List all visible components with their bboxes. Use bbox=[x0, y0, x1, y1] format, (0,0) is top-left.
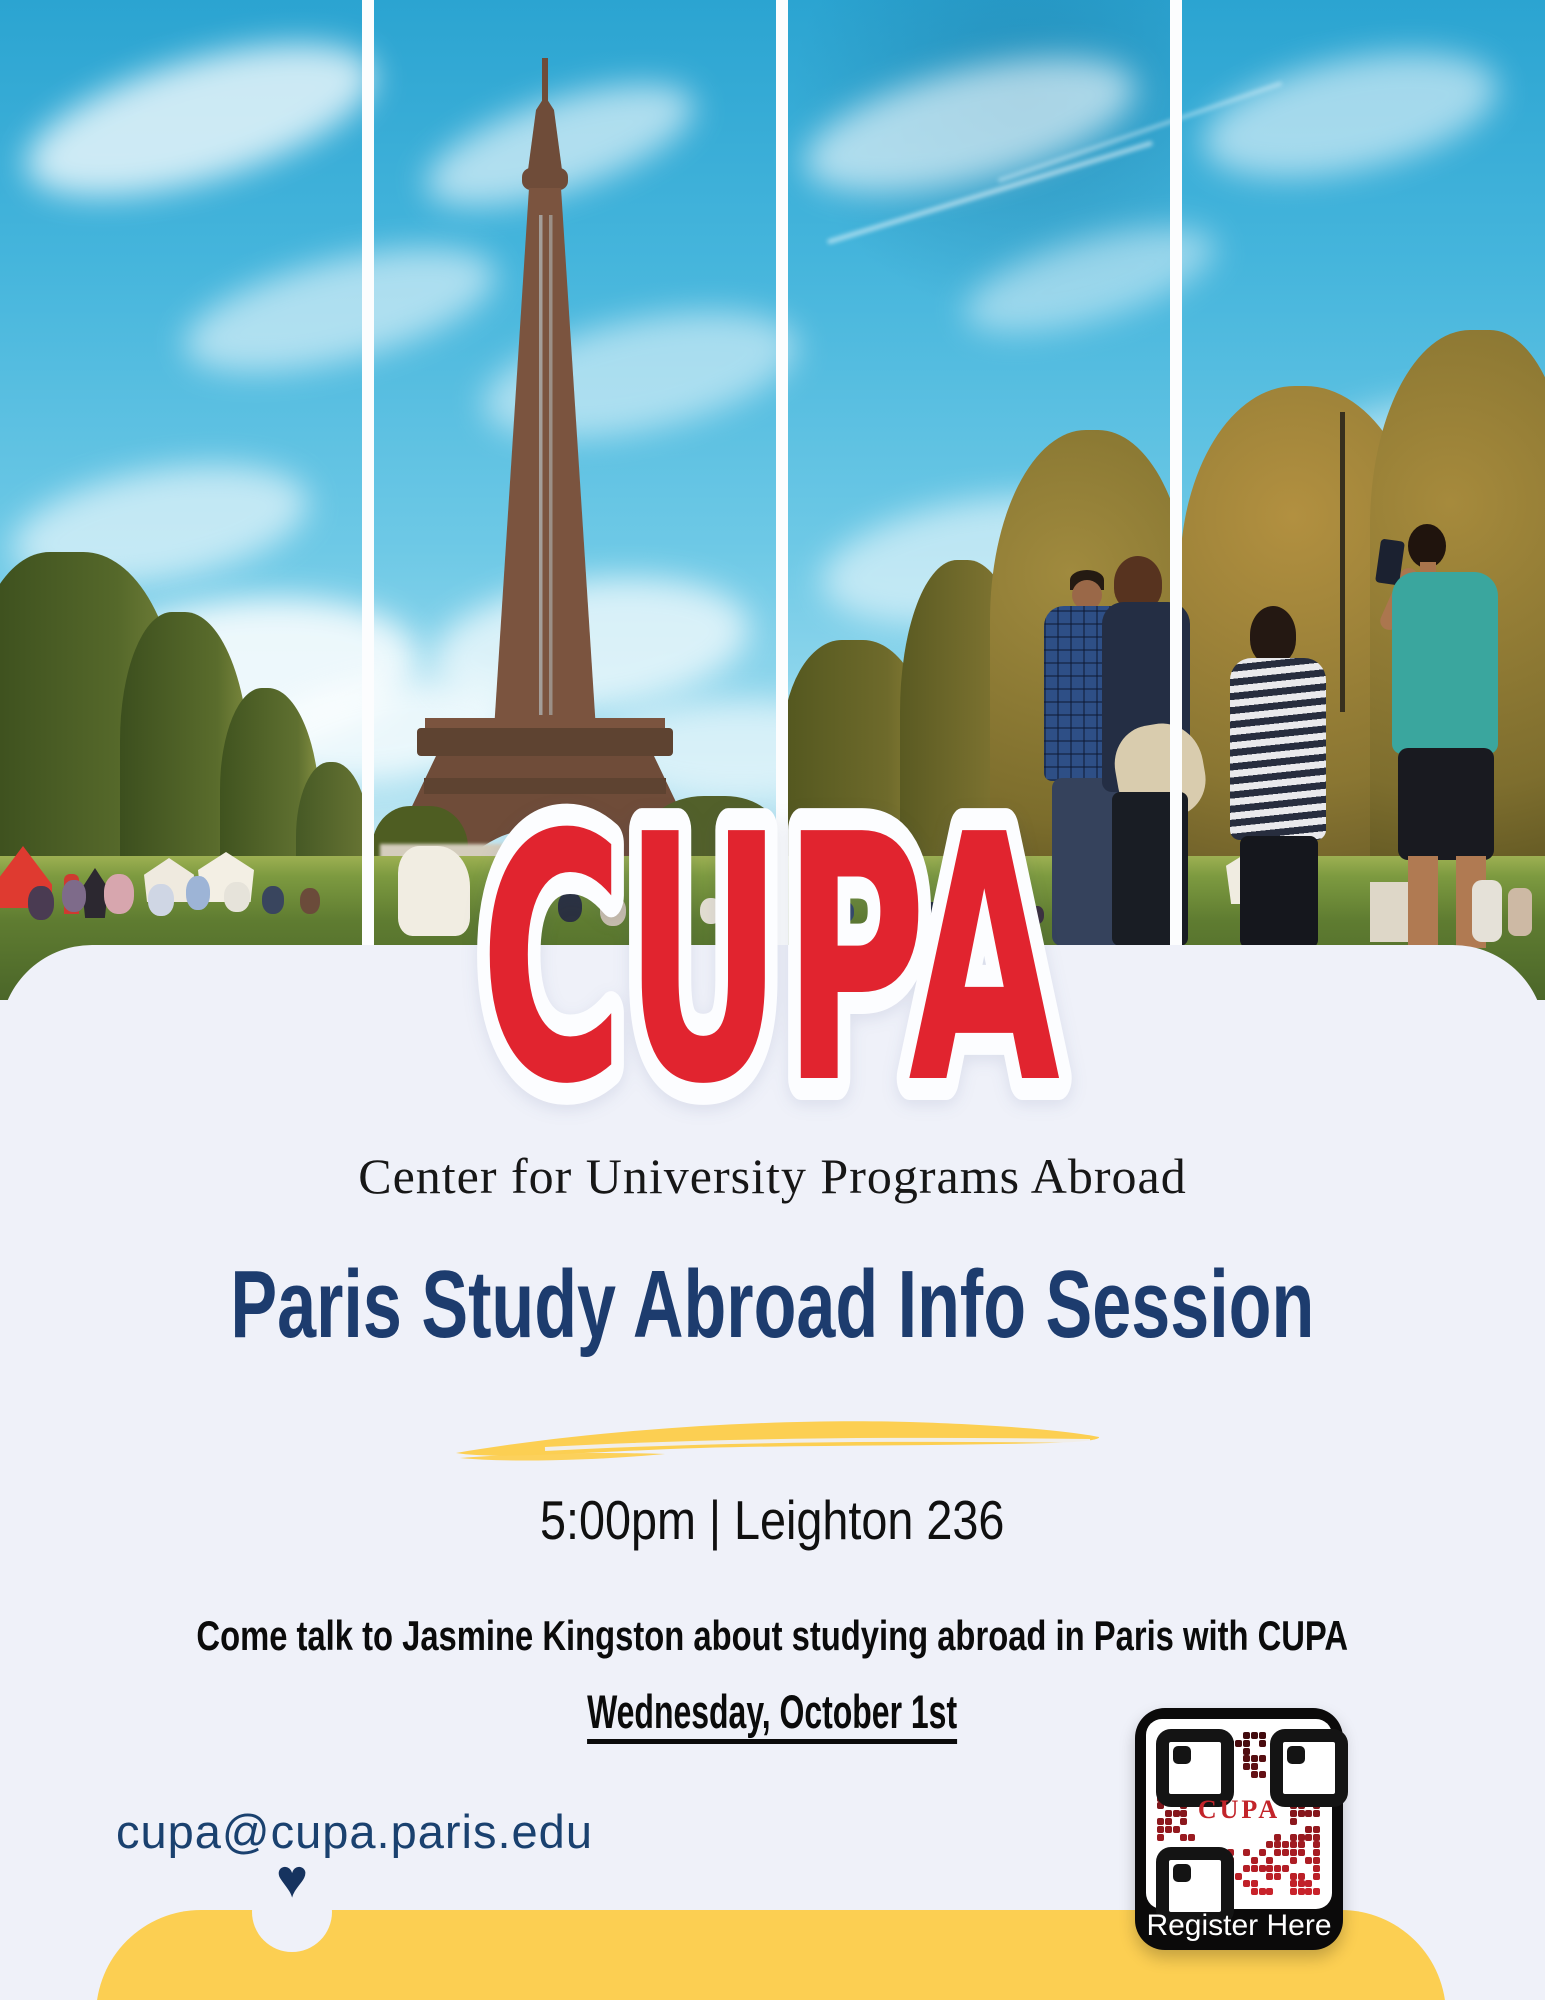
person-torso bbox=[1392, 572, 1498, 754]
person-legs bbox=[1240, 836, 1318, 948]
time-location-text: 5:00pm | Leighton 236 bbox=[540, 1489, 1005, 1551]
yellow-underline-swoosh bbox=[450, 1408, 1105, 1468]
org-name: Center for University Programs Abroad bbox=[358, 1148, 1187, 1204]
invite-line bbox=[0, 1612, 1545, 1660]
person-shorts bbox=[1398, 748, 1494, 860]
person-leg bbox=[1408, 856, 1438, 948]
seated-person bbox=[62, 880, 86, 912]
invite-line-text: Come talk to Jasmine Kingston about studying abroad in Paris with CUPA bbox=[196, 1612, 1349, 1659]
cupa-logo bbox=[320, 760, 1220, 1159]
seated-person bbox=[262, 886, 284, 914]
event-date-text: Wednesday, October 1st bbox=[587, 1685, 958, 1738]
person-torso bbox=[1230, 658, 1326, 840]
qr-code[interactable] bbox=[1135, 1708, 1343, 1950]
lamp-post bbox=[1340, 412, 1345, 712]
person-hair bbox=[1250, 606, 1296, 664]
contact-email[interactable]: cupa@cupa.paris.edu bbox=[116, 1805, 593, 1858]
time-location bbox=[0, 1488, 1545, 1552]
qr-caption: Register Here bbox=[1146, 1909, 1332, 1942]
seated-person bbox=[186, 876, 210, 910]
heart-icon: ♥ bbox=[275, 1849, 309, 1909]
person-standing bbox=[1472, 880, 1502, 942]
seated-person bbox=[104, 874, 134, 914]
seated-person bbox=[28, 886, 54, 920]
seated-person bbox=[148, 884, 174, 916]
cupa-logo-text: CUPA bbox=[480, 763, 1062, 1159]
qr-center-label: CUPA bbox=[1197, 1795, 1281, 1824]
event-title bbox=[0, 1252, 1545, 1358]
seated-person bbox=[300, 888, 320, 914]
event-title-text: Paris Study Abroad Info Session bbox=[230, 1251, 1315, 1358]
seated-person bbox=[224, 882, 250, 912]
person-standing bbox=[1508, 888, 1532, 936]
qr-code-panel bbox=[1146, 1719, 1332, 1909]
